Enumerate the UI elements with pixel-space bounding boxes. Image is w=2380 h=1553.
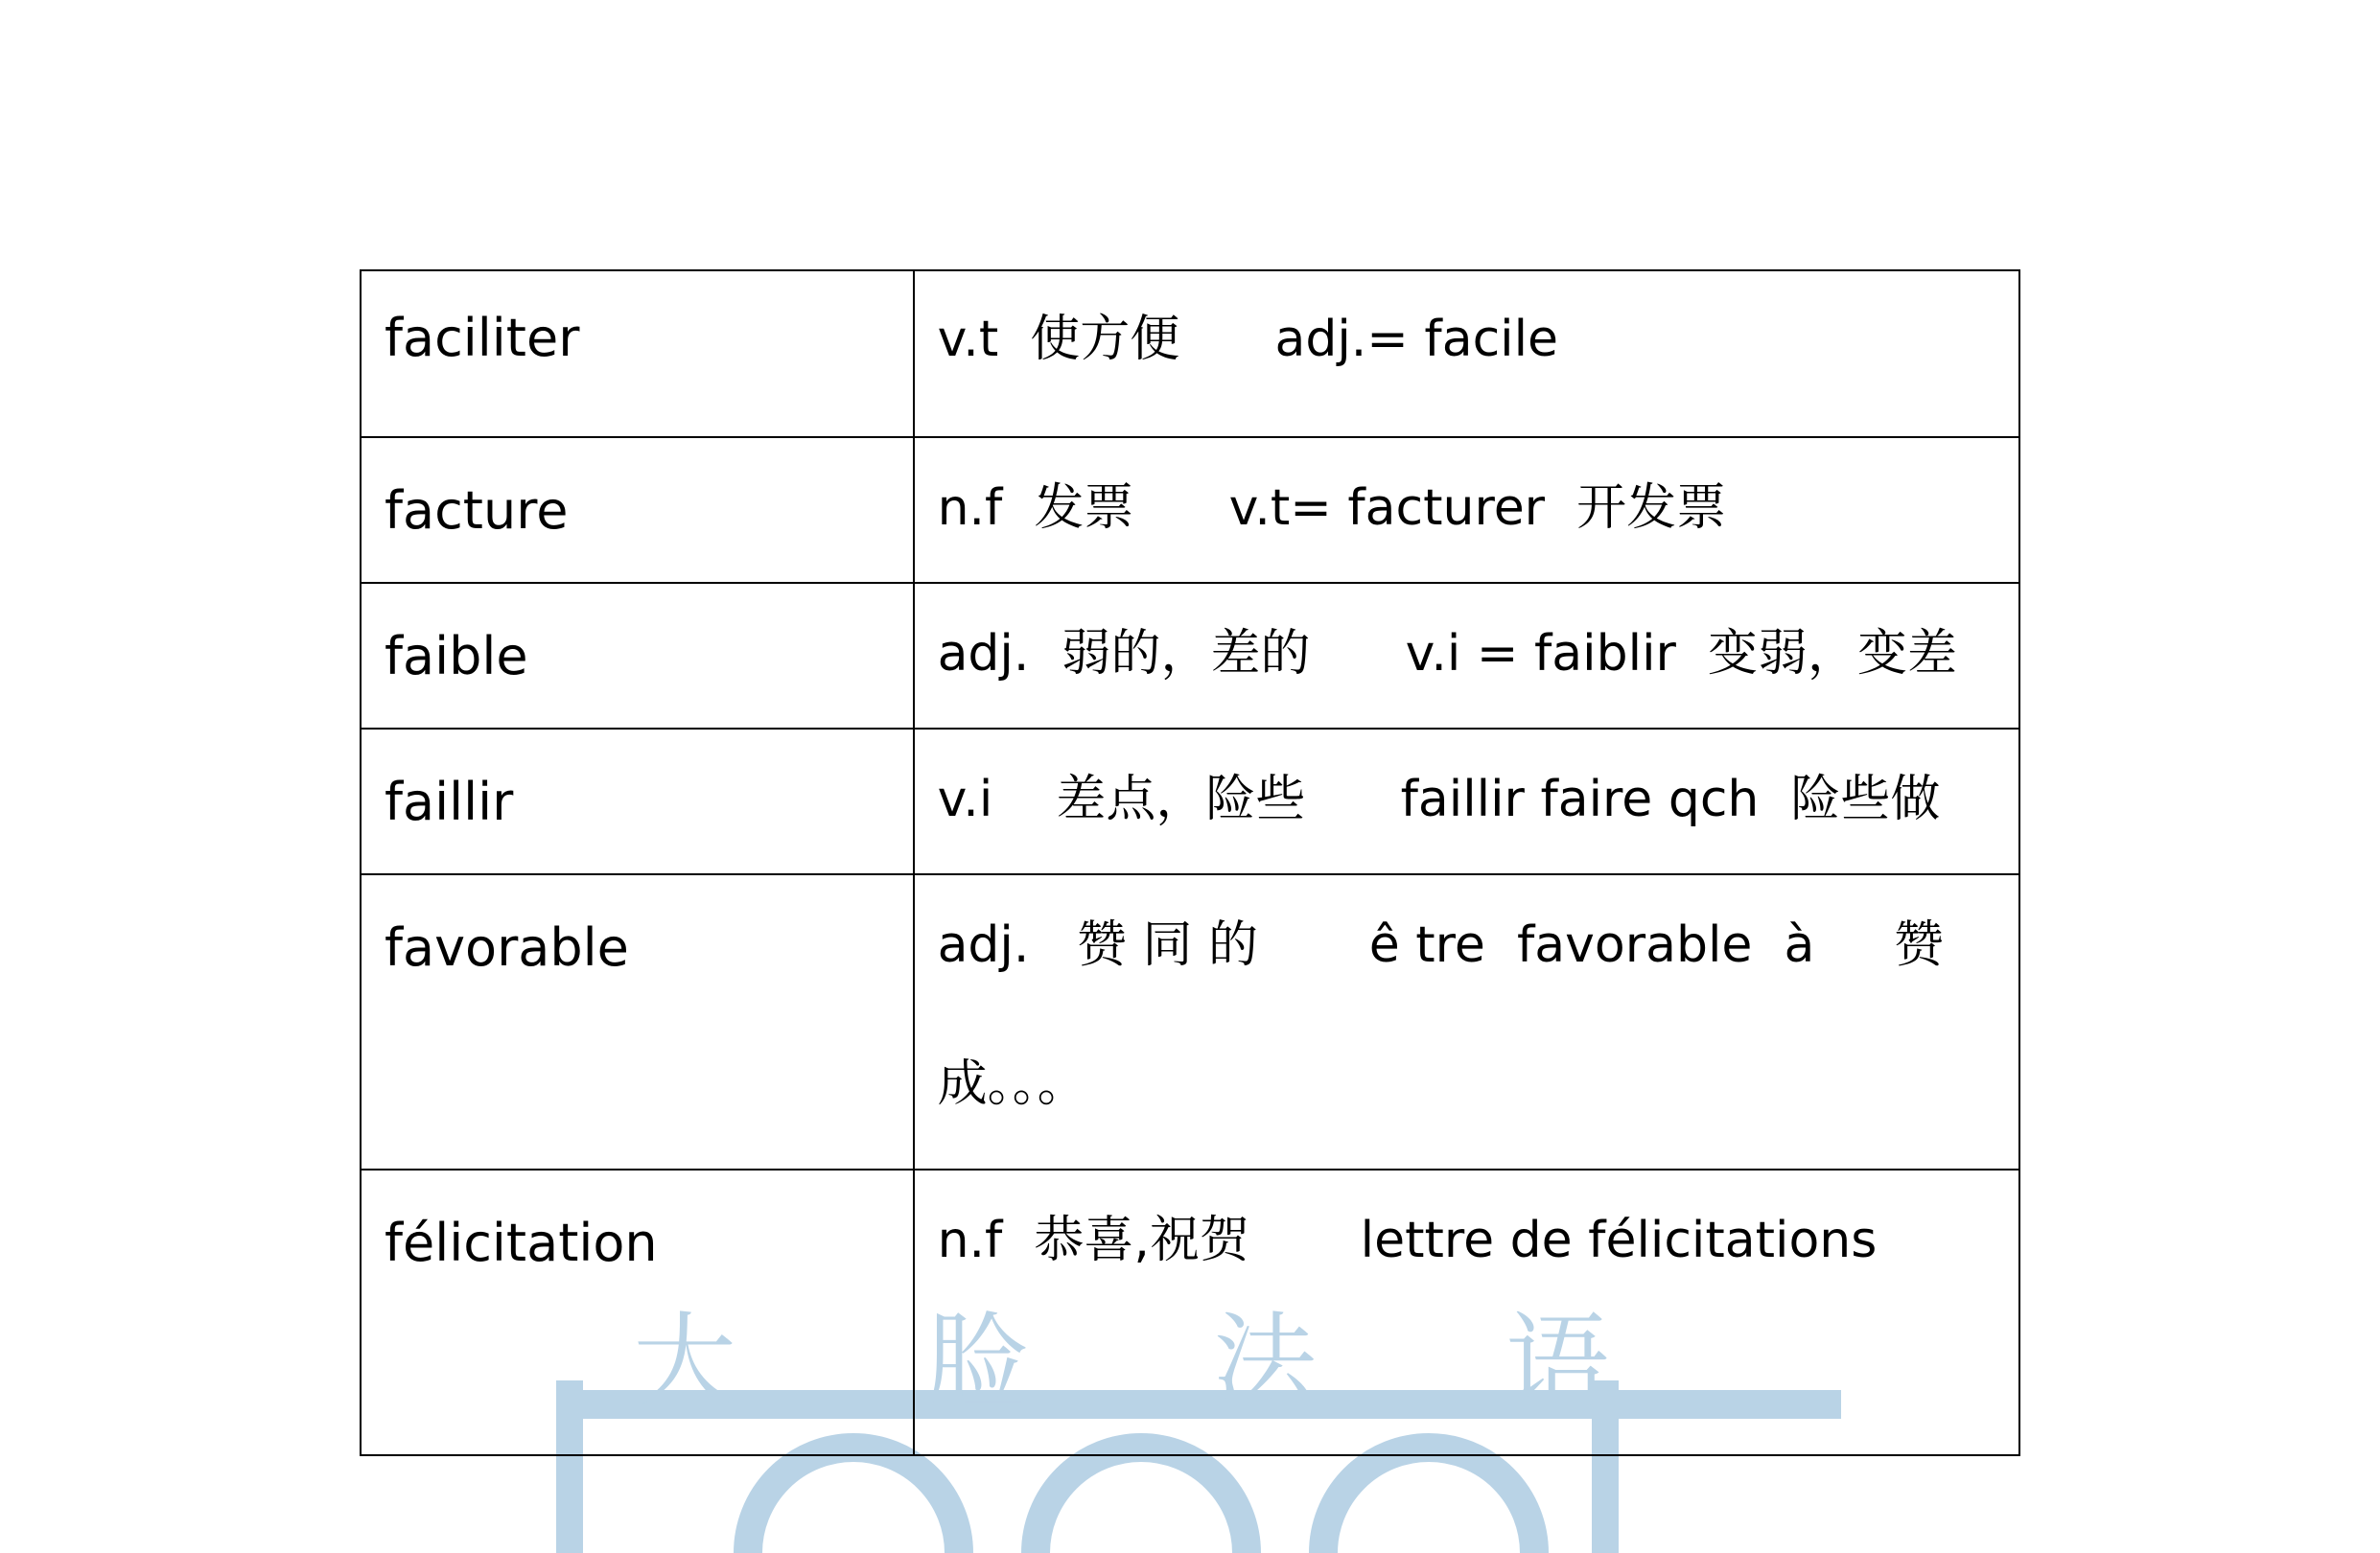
table-row	[361, 874, 2019, 1170]
table-row	[361, 1170, 2019, 1455]
table-row	[361, 437, 2019, 583]
term-cell	[361, 729, 914, 874]
table-row	[361, 729, 2019, 874]
term-cell	[361, 583, 914, 729]
definition-text: v.t 使方便 adj.= facile	[937, 311, 1559, 368]
definition-cell	[914, 874, 2019, 1170]
definition-cell	[914, 1170, 2019, 1455]
term-text: félicitation	[385, 1213, 658, 1273]
table-row	[361, 270, 2019, 437]
watermark-char: 脸	[925, 1303, 1030, 1423]
term-text: facture	[385, 480, 569, 541]
definition-cell	[914, 270, 2019, 437]
definition-text: adj. 赞 同 的 ê tre favorable à 赞	[937, 916, 1944, 974]
term-cell	[361, 270, 914, 437]
watermark-ring-1	[748, 1448, 959, 1553]
watermark-char: 法	[1213, 1303, 1318, 1423]
watermark-char: 大	[633, 1303, 737, 1423]
definition-text: n.f 恭喜,祝贺 lettre de félicitations	[937, 1212, 1878, 1269]
watermark-char: 语	[1505, 1303, 1610, 1423]
term-text: faciliter	[385, 308, 580, 368]
table-row	[361, 583, 2019, 729]
definition-cell	[914, 729, 2019, 874]
watermark-ring-2	[1036, 1448, 1247, 1553]
term-cell	[361, 1170, 914, 1455]
vocabulary-table	[360, 269, 2020, 1456]
definition-cell	[914, 437, 2019, 583]
term-cell	[361, 874, 914, 1170]
term-text: faillir	[385, 772, 514, 832]
definition-text-continued: 成。。。	[937, 1055, 1087, 1113]
definition-text: v.i 差点，险些 faillir faire qch 险些做	[937, 771, 1941, 828]
definition-text: adj. 弱的，差的 v.i = faiblir 变弱，变差	[937, 625, 1957, 683]
term-cell	[361, 437, 914, 583]
term-text: faible	[385, 626, 528, 686]
term-text: favorable	[385, 917, 629, 978]
watermark-ring-3	[1323, 1448, 1534, 1553]
definition-text: n.f 发票 v.t= facturer 开发票	[937, 479, 1727, 537]
definition-cell	[914, 583, 2019, 729]
